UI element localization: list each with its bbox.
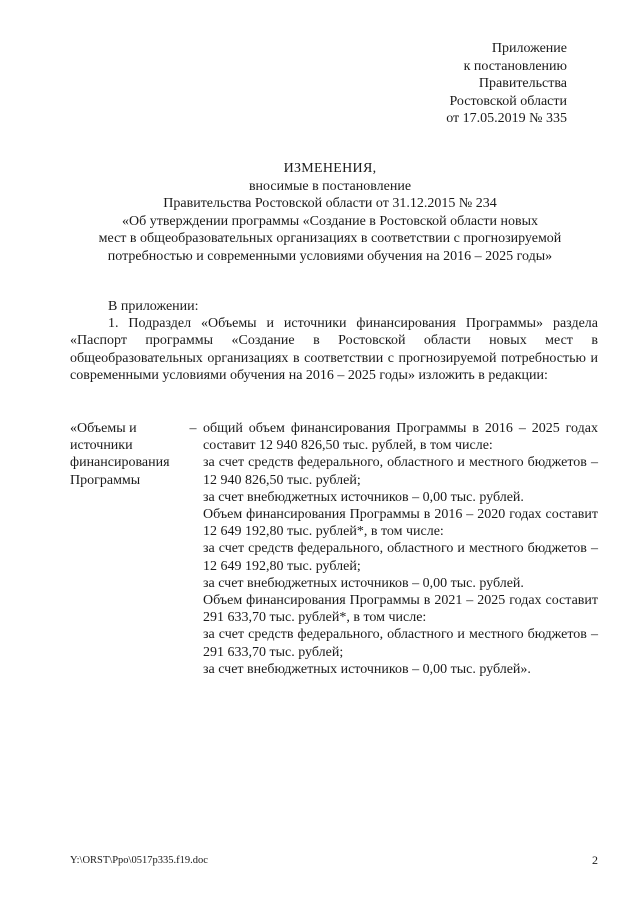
appendix-header	[347, 40, 567, 128]
financing-paragraph: за счет внебюджетных источников – 0,00 тыс. рублей.	[203, 489, 524, 505]
financing-paragraph: за счет средств федерального, областного и местного бюджетов – 12 940 826,50 тыс. рублей;	[203, 455, 598, 488]
body-text	[70, 298, 598, 384]
item-1-paragraph: 1. Подраздел «Объемы и источники финансирования Программы» раздела «Паспорт программы «Создание в Ростовской области новых мест в общеобразовательных организациях в соответствии с прогнозируемой потребностью и современными условиями обучения на 2016 – 2025 годы» изложить в редакции:	[70, 316, 598, 383]
appendix-line: Ростовской области	[449, 93, 567, 109]
label-line: Программы	[70, 472, 141, 488]
title-line: потребностью и современными условиями обучения на 2016 – 2025 годы»	[107, 248, 553, 264]
label-line: источники	[70, 438, 133, 454]
financing-paragraph: за счет внебюджетных источников – 0,00 тыс. рублей.	[203, 575, 524, 591]
financing-paragraph: Объем финансирования Программы в 2021 – 2025 годах составит 291 633,70 тыс. рублей*, в том числе:	[203, 593, 598, 626]
label-dash: –	[189, 421, 197, 436]
appendix-line: от 17.05.2019 № 335	[446, 111, 567, 126]
title-line: мест в общеобразовательных организациях в соответствии с прогнозируемой	[98, 231, 562, 246]
title-line: вносимые в постановление	[248, 178, 412, 194]
financing-paragraph: за счет средств федерального, областного и местного бюджетов – 291 633,70 тыс. рублей;	[203, 627, 598, 660]
footer-file-path: Y:\ORST\Ppo\0517p335.f19.doc	[70, 855, 208, 866]
page-number: 2	[592, 853, 598, 867]
label-line: финансирования	[70, 455, 170, 471]
financing-details	[203, 420, 598, 678]
financing-paragraph: за счет внебюджетных источников – 0,00 тыс. рублей».	[203, 661, 531, 677]
financing-paragraph: за счет средств федерального, областного и местного бюджетов – 12 649 192,80 тыс. рублей;	[203, 541, 598, 574]
appendix-line: к постановлению	[463, 58, 567, 74]
financing-label	[70, 420, 185, 489]
intro-paragraph: В приложении:	[108, 299, 199, 314]
appendix-line: Приложение	[491, 41, 567, 56]
financing-paragraph: Объем финансирования Программы в 2016 – 2020 годах составит 12 649 192,80 тыс. рублей*, в том числе:	[203, 507, 598, 540]
document-title	[60, 160, 600, 265]
appendix-line: Правительства	[478, 76, 567, 91]
label-line: «Объемы и	[70, 421, 137, 436]
financing-paragraph: общий объем финансирования Программы в 2016 – 2025 годах составит 12 940 826,50 тыс. рублей, в том числе:	[203, 421, 598, 454]
title-line: «Об утверждении программы «Создание в Ростовской области новых	[122, 213, 538, 229]
title-heading: ИЗМЕНЕНИЯ,	[283, 161, 377, 176]
title-line: Правительства Ростовской области от 31.12.2015 № 234	[163, 196, 497, 211]
